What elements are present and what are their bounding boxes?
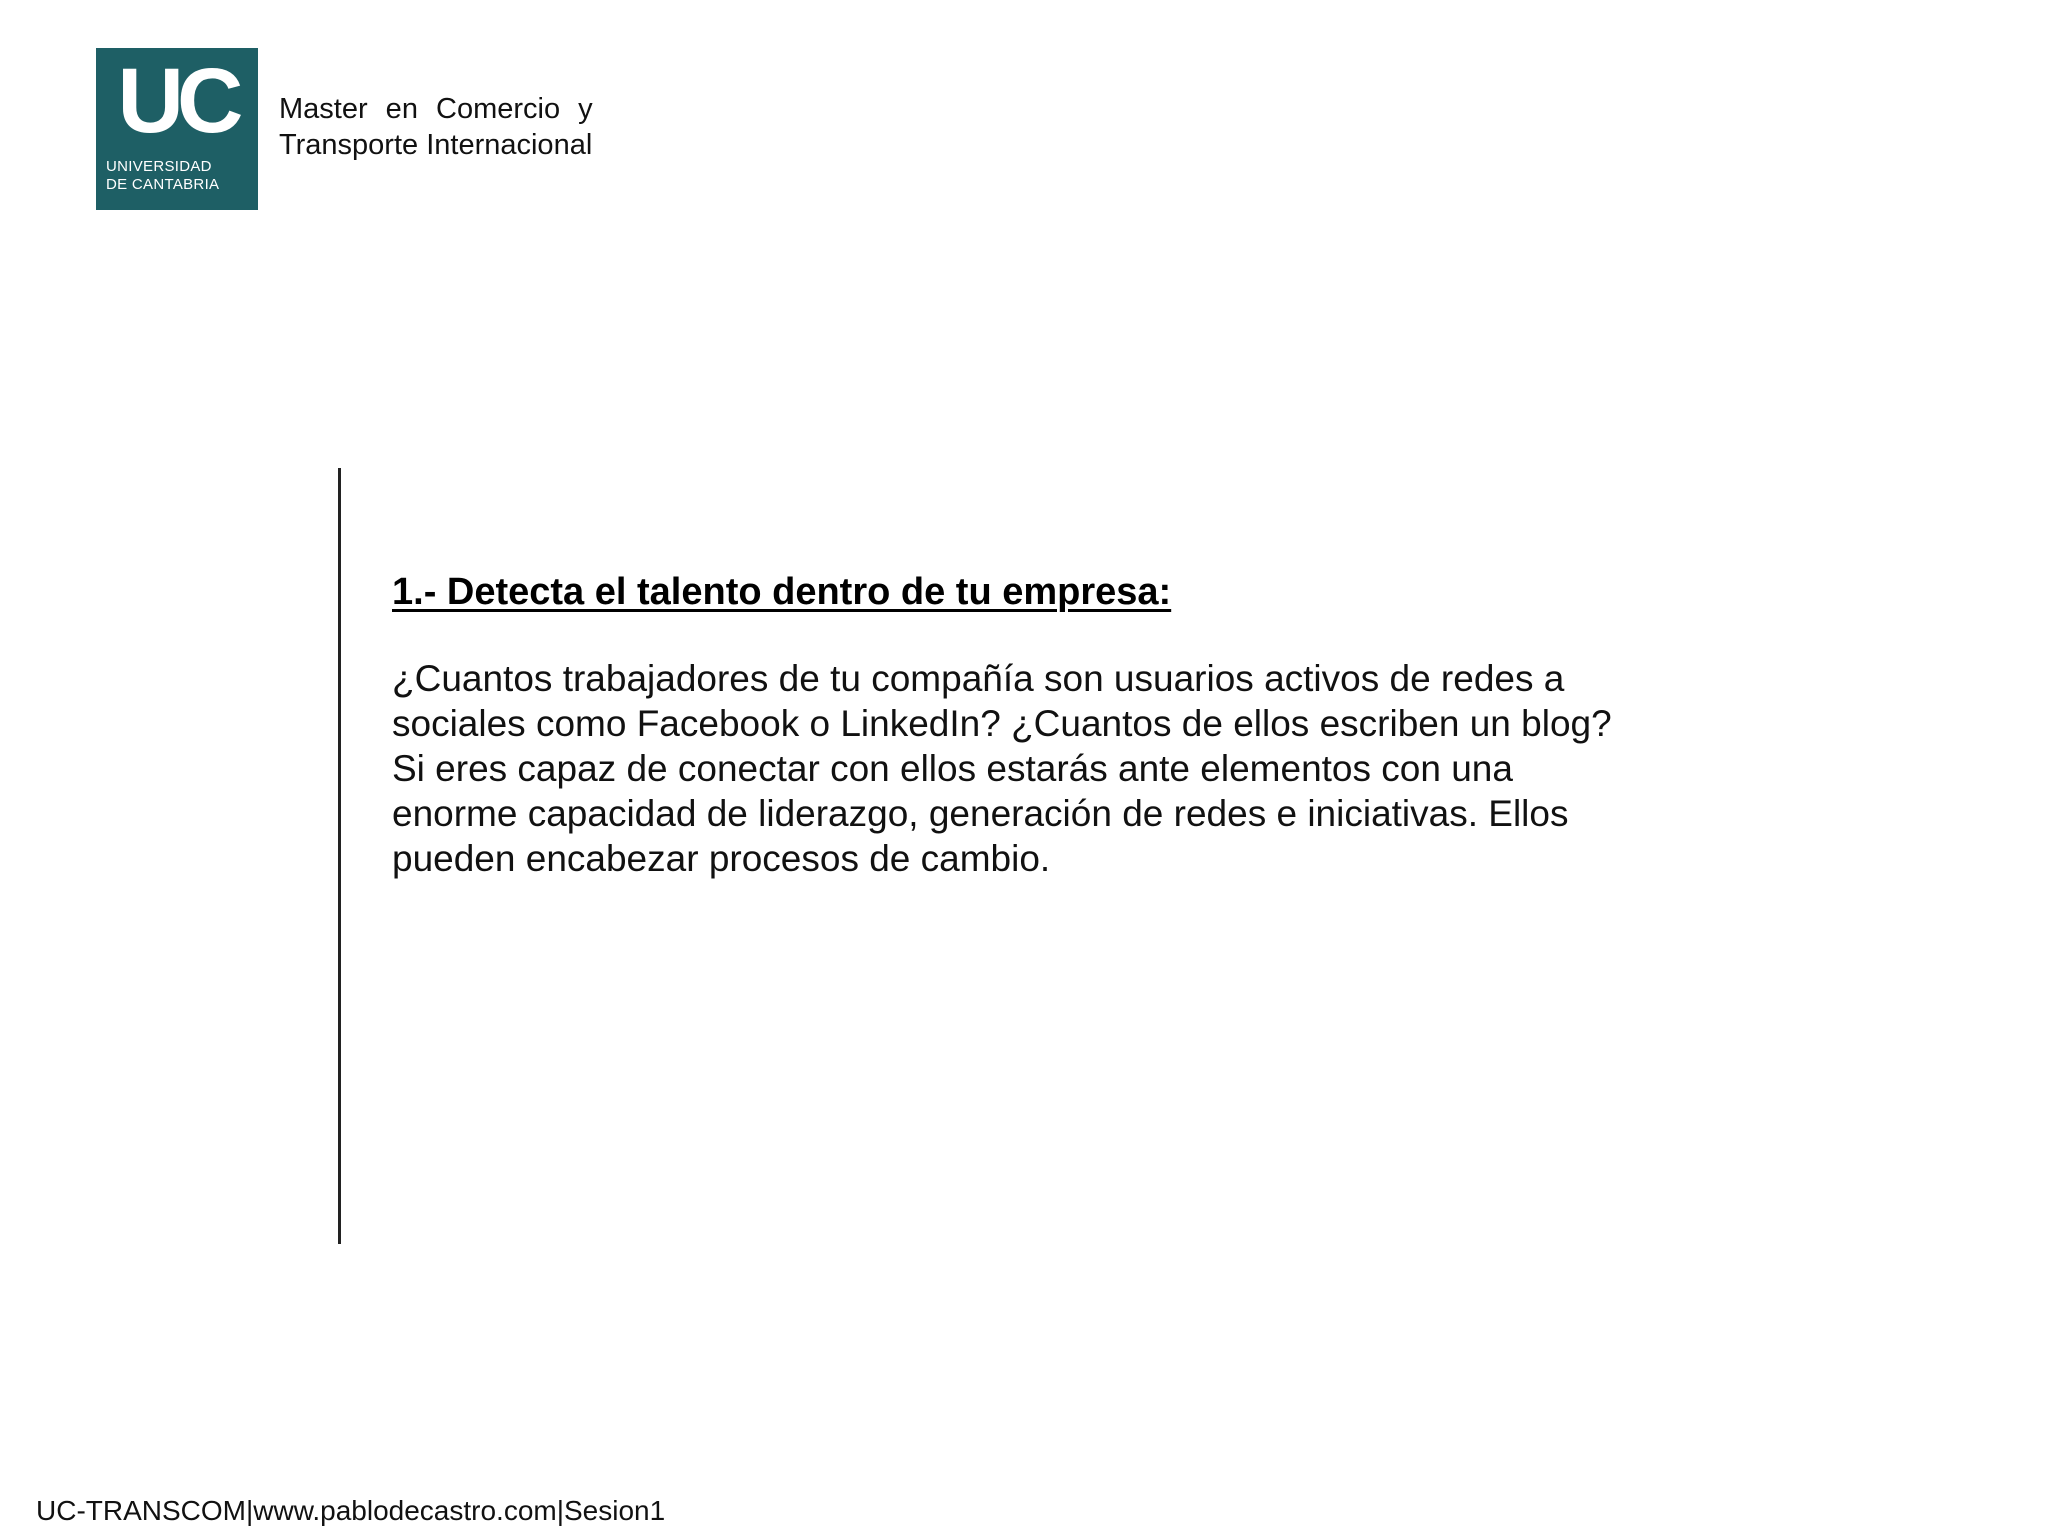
body-line-3: Si eres capaz de conectar con ellos estarás ante elementos con una [392,748,1513,789]
body-line-4: enorme capacidad de liderazgo, generación de redes e iniciativas. Ellos [392,793,1569,834]
slide-content [392,568,1752,881]
footer-text: UC-TRANSCOM|www.pablodecastro.com|Sesion1 [36,1495,666,1526]
logo-mark: UC [117,50,237,152]
body-line-1: ¿Cuantos trabajadores de tu compañía son usuarios activos de redes a [392,658,1565,699]
body-paragraph [392,656,1752,881]
program-title-line-2: Transporte Internacional [279,129,593,161]
slide-heading: 1.- Detecta el talento dentro de tu empresa: [392,571,1172,613]
vertical-divider [338,468,341,1244]
program-title [279,91,629,163]
body-line-2: sociales como Facebook o LinkedIn? ¿Cuantos de ellos escriben un blog? [392,703,1612,744]
program-title-line-1: Master en Comercio y [279,93,593,125]
body-line-5: pueden encabezar procesos de cambio. [392,838,1051,879]
university-logo [96,48,258,210]
logo-cantabria-line: DE CANTABRIA [106,176,220,193]
logo-university-line: UNIVERSIDAD [106,158,212,175]
